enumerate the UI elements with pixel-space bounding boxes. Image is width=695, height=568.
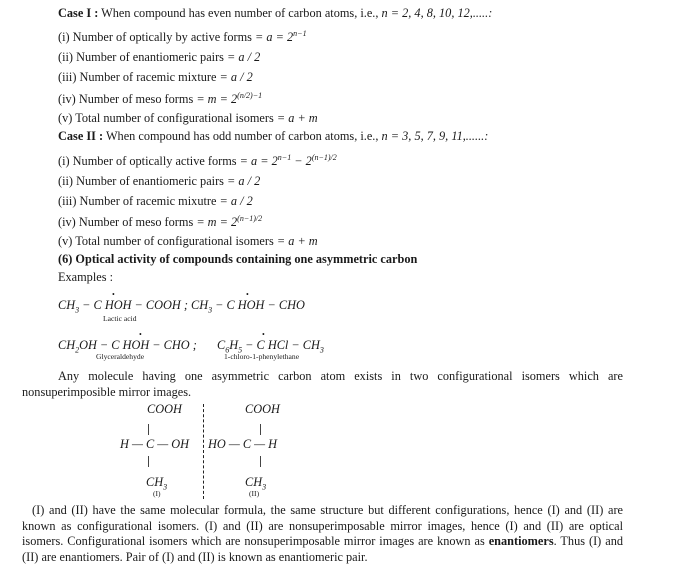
case2-item-label: (iii) Number of racemic mixutre [58,194,220,208]
formula-chlorophenylethane [217,338,324,353]
case2-item-tail: − 2 [291,154,312,168]
asymmetric-carbon-marker: • [139,330,142,339]
caption-lactic-acid: Lactic acid [103,314,137,323]
case2-item-math: = m = 2 [196,215,238,229]
caption-chlorophenylethane: 1-chloro-1-phenylethane [224,352,300,361]
formula-subscript: 3 [163,482,168,492]
projection-label-left: (I) [153,489,161,498]
paragraph-text: . Thus (I) and (II) are enantiomers. Pair of (I) and (II) is known as enantiomeric pair. [22,534,623,564]
case2-item-2 [58,174,260,189]
examples-label: Examples : [58,270,113,284]
case1-heading-bold: Case I : [58,6,99,20]
projection-bottom-right [245,475,266,490]
case2-item-math: = a + m [276,234,318,248]
case2-heading-text: When compound has odd number of carbon atoms, i.e., [103,129,382,143]
formula-subscript: 2 [75,345,80,355]
mirror-plane [203,404,204,499]
section6-heading: (6) Optical activity of compounds containing one asymmetric carbon [58,252,418,266]
bond-line [148,424,149,435]
case1-item-2 [58,50,260,65]
formula-subscript: 3 [262,482,267,492]
case2-item-label: (iv) Number of meso forms [58,215,197,229]
case1-item-label: (v) Total number of configurational isomers [58,111,277,125]
formula-text: C [217,338,226,352]
projection-top-right: COOH [245,402,280,416]
formula-subscript: 5 [238,345,243,355]
case2-item-label: (ii) Number of enantiomeric pairs [58,174,228,188]
case1-item-label: (ii) Number of enantiomeric pairs [58,50,228,64]
formula-text: OH − C HOH − CHO ; [79,338,197,352]
case2-item-sup2: (n−1)/2 [311,152,337,162]
case2-item-label: (v) Total number of configurational isomers [58,234,277,248]
case1-item-math: = m = 2 [196,92,238,106]
term-enantiomers: enantiomers [488,534,554,549]
case2-item-5 [58,234,318,249]
projection-top-left: COOH [147,402,182,416]
formula-subscript: 6 [225,345,230,355]
case1-item-label: (i) Number of optically by active forms [58,30,256,44]
formula-text: CH [245,475,263,489]
case1-item-math: = a + m [276,111,318,125]
formula-text: CH [58,338,76,352]
projection-row-left: H — C — OH [120,437,190,451]
case1-item-math: = a / 2 [227,50,261,64]
case1-item-1 [58,30,307,45]
case2-heading [58,129,488,144]
paragraph-text: (I) and (II) have the same molecular formula, the same structure but different configurations, hence (I) and (II) are known as configurational isomers. (I) and (II) are nonsuperimposable mirror images, hence (I) and (II) are optical isomers. Configurational isomers which are nonsuperimposable mirror images are known as [22,503,623,549]
case2-item-1 [58,154,337,169]
projection-bottom-left [146,475,167,490]
case2-item-3 [58,194,253,209]
bond-line [260,424,261,435]
formula-text: − C HOH − COOH ; CH [79,298,209,312]
formula-text: CH [146,475,164,489]
asymmetric-carbon-marker: • [246,290,249,299]
caption-glyceraldehyde: Glyceraldehyde [96,352,145,361]
case1-heading-text: When compound has even number of carbon atoms, i.e., [98,6,382,20]
formula-text: H [229,338,239,352]
formula-subscript: 3 [208,305,213,315]
projection-label-right: (II) [249,489,260,498]
case2-item-4 [58,215,262,230]
case1-item-sup: (n/2)−1 [237,90,263,100]
bond-line [260,456,261,467]
formula-lactic-acid [58,298,305,313]
case2-item-math: = a = 2 [239,154,278,168]
case1-item-math: = a = 2 [255,30,294,44]
case2-heading-bold: Case II : [58,129,104,143]
case1-item-math: = a / 2 [219,70,253,84]
asymmetric-carbon-marker: • [262,330,265,339]
bond-line [148,456,149,467]
case1-item-sup: n−1 [293,28,307,38]
formula-subscript: 3 [75,305,80,315]
paragraph-asymmetric-carbon: Any molecule having one asymmetric carbon atom exists in two configurational isomers which are nonsuperimposible mirror images. [22,369,623,399]
formula-text: − C HCl − CH [242,338,320,352]
case2-item-label: (i) Number of optically active forms [58,154,240,168]
case2-heading-math: n = 3, 5, 7, 9, 11,......: [381,129,489,143]
case1-item-label: (iv) Number of meso forms [58,92,197,106]
case1-item-label: (iii) Number of racemic mixture [58,70,220,84]
case1-heading-math: n = 2, 4, 8, 10, 12,.....: [381,6,493,20]
case2-item-sup: n−1 [277,152,292,162]
case2-item-math: = a / 2 [227,174,261,188]
formula-text: CH [58,298,76,312]
formula-text: − C HOH − CHO [212,298,305,312]
paragraph-enantiomers [22,503,623,565]
case2-item-math: = a / 2 [219,194,253,208]
formula-subscript: 3 [319,345,324,355]
case1-heading [58,6,492,21]
case2-item-sup: (n−1)/2 [237,213,263,223]
formula-glyceraldehyde [58,338,197,353]
asymmetric-carbon-marker: • [112,290,115,299]
case1-item-4 [58,92,262,107]
case1-item-3 [58,70,253,85]
case1-item-5 [58,111,318,126]
projection-row-right: HO — C — H [208,437,278,451]
